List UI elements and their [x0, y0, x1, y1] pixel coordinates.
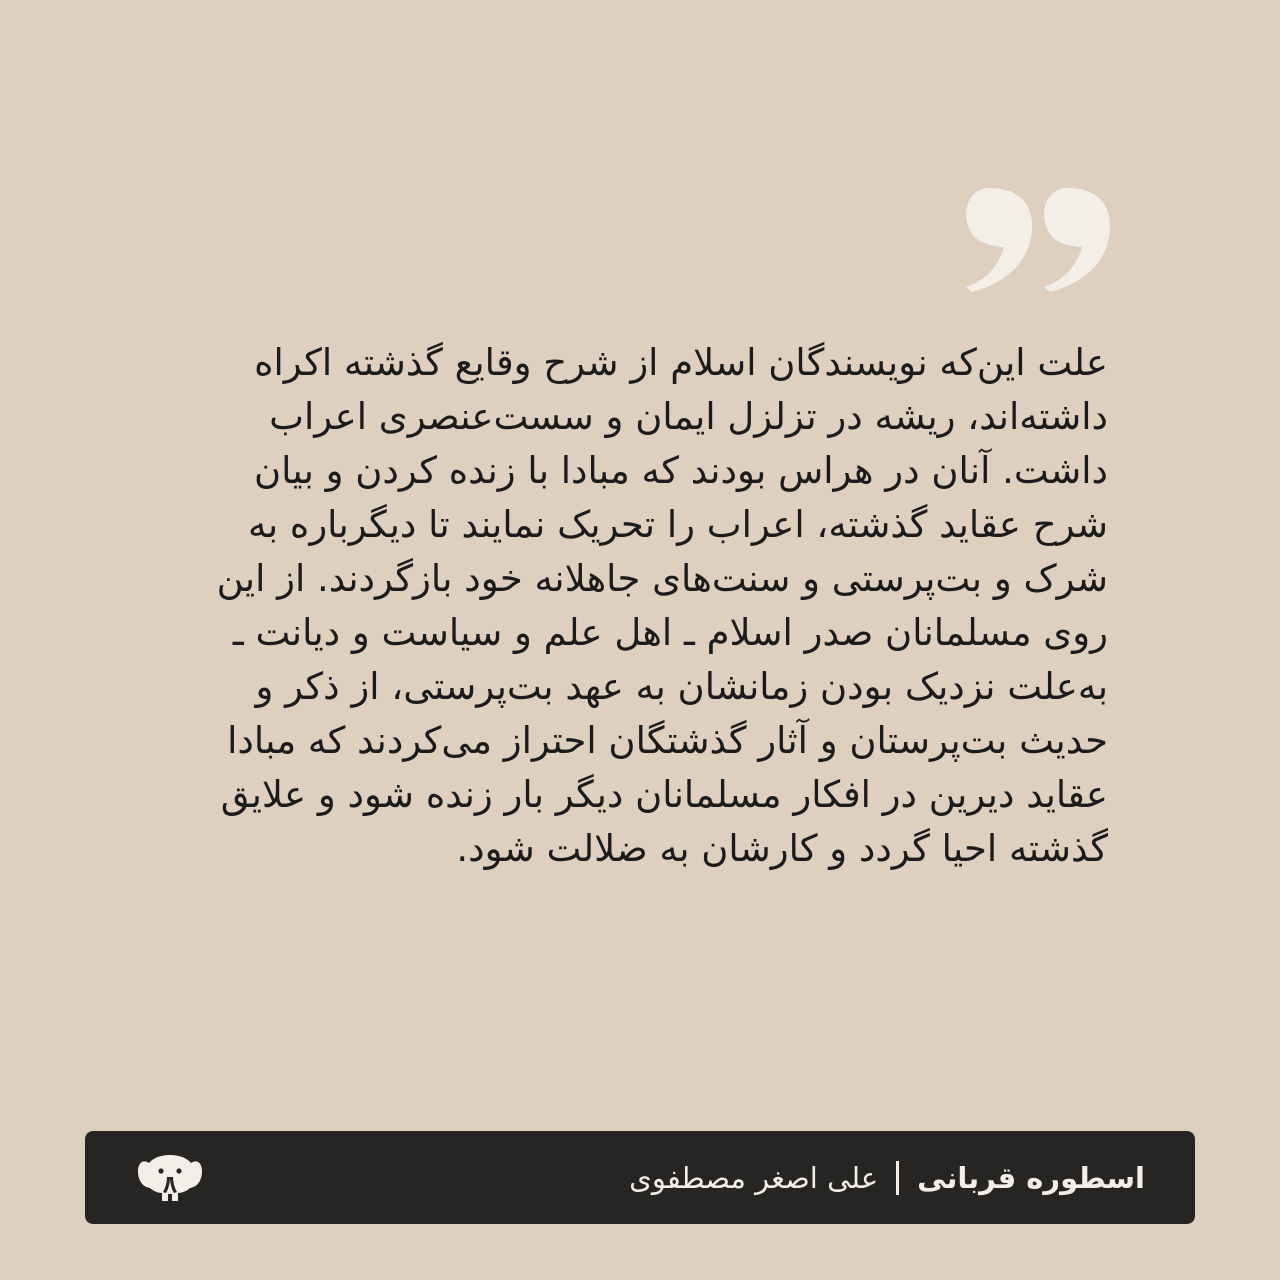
closing-quote-icon — [962, 186, 1112, 292]
book-credits — [629, 1161, 1145, 1195]
elephant-logo-icon — [137, 1151, 203, 1205]
quote-text: علت این‌که نویسندگان اسلام از شرح وقایع گذشته اکراه داشته‌اند، ریشه در تزلزل ایمان و سست‌عنصری اعراب داشت. آنان در هراس بودند که مبادا با زنده کردن و بیان شرح عقاید گذشته، اعراب را تحریک نمایند تا دیگرباره به شرک و بت‌پرستی و سنت‌های جاهلانه خود بازگردند. از این روی مسلمانان صدر اسلام ـ اهل علم و سیاست و دیانت ـ به‌علت نزدیک بودن زمانشان به عهد بت‌پرستی، از ذکر و حدیث بت‌پرستان و آثار گذشتگان احتراز می‌کردند که مبادا عقاید دیرین در افکار مسلمانان دیگر بار زنده شود و علایق گذشته احیا گردد و کارشان به ضلالت شود. — [216, 341, 1108, 870]
book-title: اسطوره قربانی — [917, 1160, 1145, 1195]
credit-divider — [896, 1161, 899, 1195]
author-name: علی اصغر مصطفوی — [629, 1160, 879, 1195]
footer-bar — [85, 1131, 1195, 1224]
